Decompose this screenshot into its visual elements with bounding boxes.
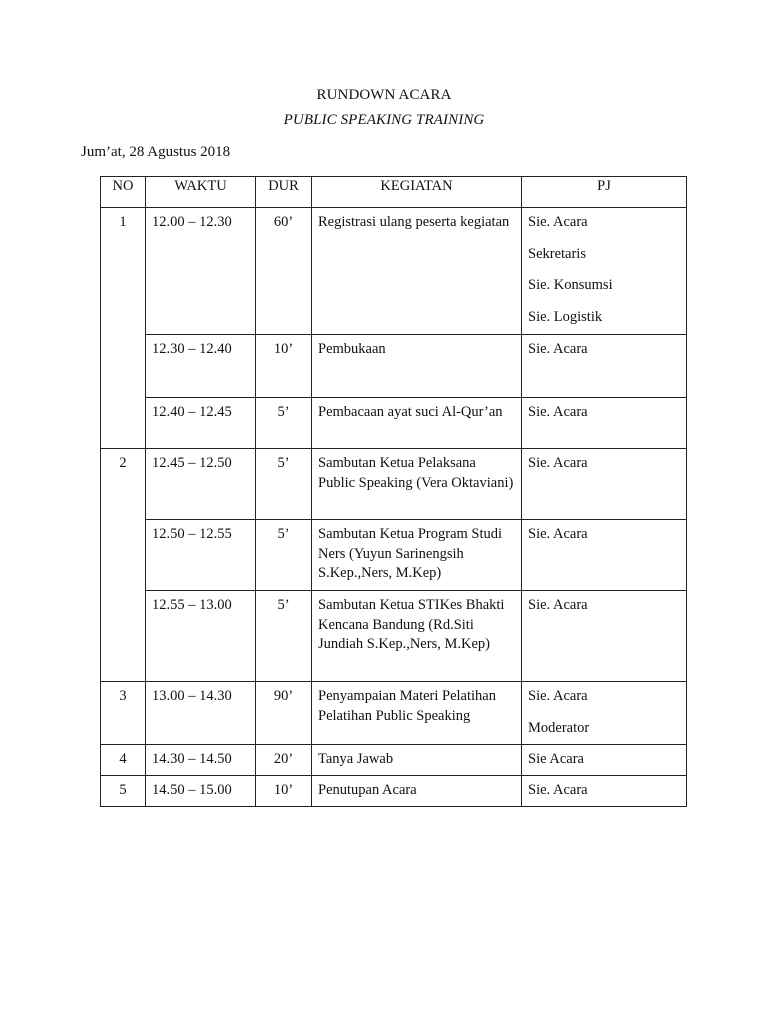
kegiatan-cell: Tanya Jawab bbox=[312, 745, 522, 776]
kegiatan-cell: Pembukaan bbox=[312, 335, 522, 398]
table-row bbox=[101, 449, 687, 520]
header-pj: PJ bbox=[522, 177, 687, 208]
table-row bbox=[101, 591, 687, 682]
document-title: RUNDOWN ACARA bbox=[316, 87, 452, 103]
dur-cell: 90’ bbox=[256, 682, 312, 745]
kegiatan-cell: Sambutan Ketua Program Studi Ners (Yuyun Sarinengsih S.Kep.,Ners, M.Kep) bbox=[312, 520, 522, 591]
pj-cell bbox=[522, 591, 687, 682]
kegiatan-cell: Penutupan Acara bbox=[312, 776, 522, 807]
waktu-cell: 14.30 – 14.50 bbox=[146, 745, 256, 776]
table-header-row bbox=[101, 177, 687, 208]
row-number: 1 bbox=[101, 208, 146, 449]
waktu-cell: 12.40 – 12.45 bbox=[146, 398, 256, 449]
pj-cell bbox=[522, 335, 687, 398]
dur-cell: 10’ bbox=[256, 776, 312, 807]
waktu-cell: 12.55 – 13.00 bbox=[146, 591, 256, 682]
row-number: 2 bbox=[101, 449, 146, 682]
table-row bbox=[101, 335, 687, 398]
pj-item: Sie. Acara bbox=[528, 455, 588, 471]
pj-cell bbox=[522, 449, 687, 520]
kegiatan-cell: Sambutan Ketua Pelaksana Public Speaking (Vera Oktaviani) bbox=[312, 449, 522, 520]
document-subtitle: PUBLIC SPEAKING TRAINING bbox=[283, 112, 485, 128]
dur-cell: 10’ bbox=[256, 335, 312, 398]
header-waktu: WAKTU bbox=[146, 177, 256, 208]
pj-cell bbox=[522, 398, 687, 449]
pj-item: Sie. Acara bbox=[528, 404, 588, 420]
waktu-cell: 12.30 – 12.40 bbox=[146, 335, 256, 398]
pj-item: Sie. Acara bbox=[528, 214, 588, 230]
pj-cell bbox=[522, 520, 687, 591]
pj-item: Sie. Konsumsi bbox=[528, 277, 613, 293]
kegiatan-cell: Registrasi ulang peserta kegiatan bbox=[312, 208, 522, 335]
row-number: 3 bbox=[101, 682, 146, 745]
kegiatan-cell: Penyampaian Materi Pelatihan Pelatihan Public Speaking bbox=[312, 682, 522, 745]
pj-item: Sie Acara bbox=[528, 751, 584, 767]
header-kegiatan: KEGIATAN bbox=[312, 177, 522, 208]
pj-item: Sekretaris bbox=[528, 245, 586, 262]
table-row bbox=[101, 745, 687, 776]
pj-item: Sie. Acara bbox=[528, 526, 588, 542]
row-number: 5 bbox=[101, 776, 146, 807]
waktu-cell: 12.45 – 12.50 bbox=[146, 449, 256, 520]
pj-item: Moderator bbox=[528, 719, 590, 736]
dur-cell: 60’ bbox=[256, 208, 312, 335]
table-row bbox=[101, 776, 687, 807]
rundown-table bbox=[100, 176, 687, 807]
pj-item: Sie. Acara bbox=[528, 341, 588, 357]
pj-item: Sie. Acara bbox=[528, 688, 588, 704]
event-date: Jum’at, 28 Agustus 2018 bbox=[81, 144, 231, 160]
pj-item: Sie. Acara bbox=[528, 782, 588, 798]
header-no: NO bbox=[101, 177, 146, 208]
dur-cell: 5’ bbox=[256, 591, 312, 682]
pj-cell bbox=[522, 745, 687, 776]
row-number: 4 bbox=[101, 745, 146, 776]
kegiatan-cell: Sambutan Ketua STIKes Bhakti Kencana Bandung (Rd.Siti Jundiah S.Kep.,Ners, M.Kep) bbox=[312, 591, 522, 682]
waktu-cell: 12.50 – 12.55 bbox=[146, 520, 256, 591]
pj-cell bbox=[522, 208, 687, 335]
pj-cell bbox=[522, 682, 687, 745]
dur-cell: 5’ bbox=[256, 398, 312, 449]
kegiatan-cell: Pembacaan ayat suci Al-Qur’an bbox=[312, 398, 522, 449]
pj-item: Sie. Acara bbox=[528, 597, 588, 613]
dur-cell: 5’ bbox=[256, 520, 312, 591]
waktu-cell: 14.50 – 15.00 bbox=[146, 776, 256, 807]
dur-cell: 5’ bbox=[256, 449, 312, 520]
header-dur: DUR bbox=[256, 177, 312, 208]
pj-item: Sie. Logistik bbox=[528, 308, 603, 325]
table-row bbox=[101, 398, 687, 449]
waktu-cell: 13.00 – 14.30 bbox=[146, 682, 256, 745]
table-row bbox=[101, 208, 687, 335]
waktu-cell: 12.00 – 12.30 bbox=[146, 208, 256, 335]
table-row bbox=[101, 682, 687, 745]
pj-cell bbox=[522, 776, 687, 807]
dur-cell: 20’ bbox=[256, 745, 312, 776]
table-row bbox=[101, 520, 687, 591]
